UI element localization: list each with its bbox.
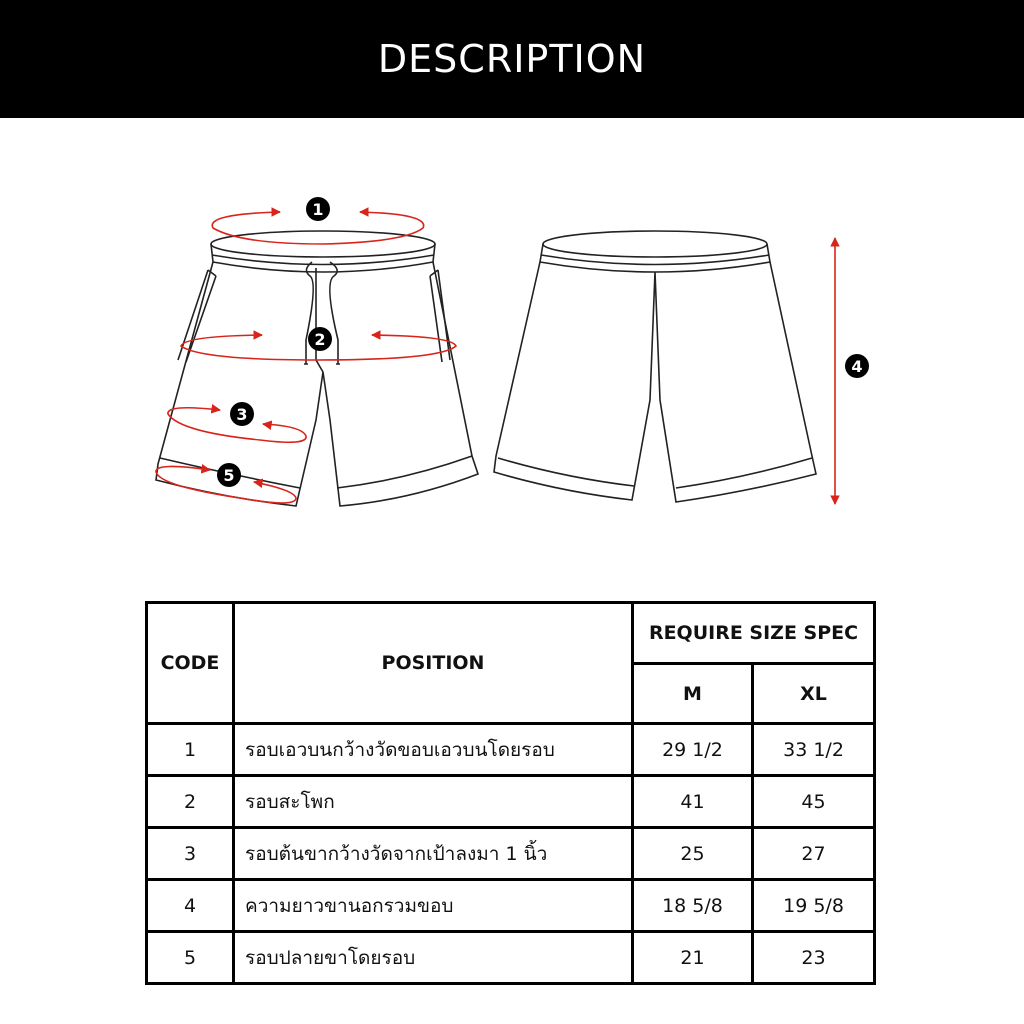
- code-cell: 5: [147, 932, 234, 984]
- shorts-measurement-diagram: [0, 118, 1024, 588]
- xl-cell: 19 5/8: [753, 880, 875, 932]
- code-cell: 4: [147, 880, 234, 932]
- m-cell: 29 1/2: [633, 724, 753, 776]
- svg-text:5: 5: [223, 466, 235, 485]
- table-row: [147, 828, 875, 880]
- position-cell: รอบต้นขากว้างวัดจากเป้าลงมา 1 นิ้ว: [234, 828, 633, 880]
- size-spec-table: [145, 601, 876, 985]
- svg-text:3: 3: [236, 405, 248, 424]
- size-header-m: M: [633, 664, 753, 724]
- position-cell: ความยาวขานอกรวมขอบ: [234, 880, 633, 932]
- xl-cell: 27: [753, 828, 875, 880]
- svg-text:4: 4: [851, 357, 863, 376]
- m-cell: 41: [633, 776, 753, 828]
- position-cell: รอบปลายขาโดยรอบ: [234, 932, 633, 984]
- marker-4: [845, 354, 869, 378]
- marker-3: [230, 402, 254, 426]
- page-title: DESCRIPTION: [377, 37, 647, 81]
- position-cell: รอบสะโพก: [234, 776, 633, 828]
- xl-cell: 33 1/2: [753, 724, 875, 776]
- code-cell: 1: [147, 724, 234, 776]
- table-row: [147, 776, 875, 828]
- svg-text:1: 1: [312, 200, 324, 219]
- code-cell: 3: [147, 828, 234, 880]
- code-header: CODE: [147, 603, 234, 724]
- position-cell: รอบเอวบนกว้างวัดขอบเอวบนโดยรอบ: [234, 724, 633, 776]
- svg-text:2: 2: [314, 330, 326, 349]
- front-shorts: [156, 231, 478, 506]
- size-header-xl: XL: [753, 664, 875, 724]
- marker-5: [217, 463, 241, 487]
- spec-header: REQUIRE SIZE SPEC: [633, 603, 875, 664]
- m-cell: 21: [633, 932, 753, 984]
- table-row: [147, 932, 875, 984]
- m-cell: 25: [633, 828, 753, 880]
- code-cell: 2: [147, 776, 234, 828]
- position-header: POSITION: [234, 603, 633, 724]
- header-bar: [0, 0, 1024, 118]
- marker-1: [306, 197, 330, 221]
- marker-2: [308, 327, 332, 351]
- table-row: [147, 880, 875, 932]
- back-shorts: [494, 231, 816, 502]
- table-row: [147, 724, 875, 776]
- xl-cell: 23: [753, 932, 875, 984]
- m-cell: 18 5/8: [633, 880, 753, 932]
- xl-cell: 45: [753, 776, 875, 828]
